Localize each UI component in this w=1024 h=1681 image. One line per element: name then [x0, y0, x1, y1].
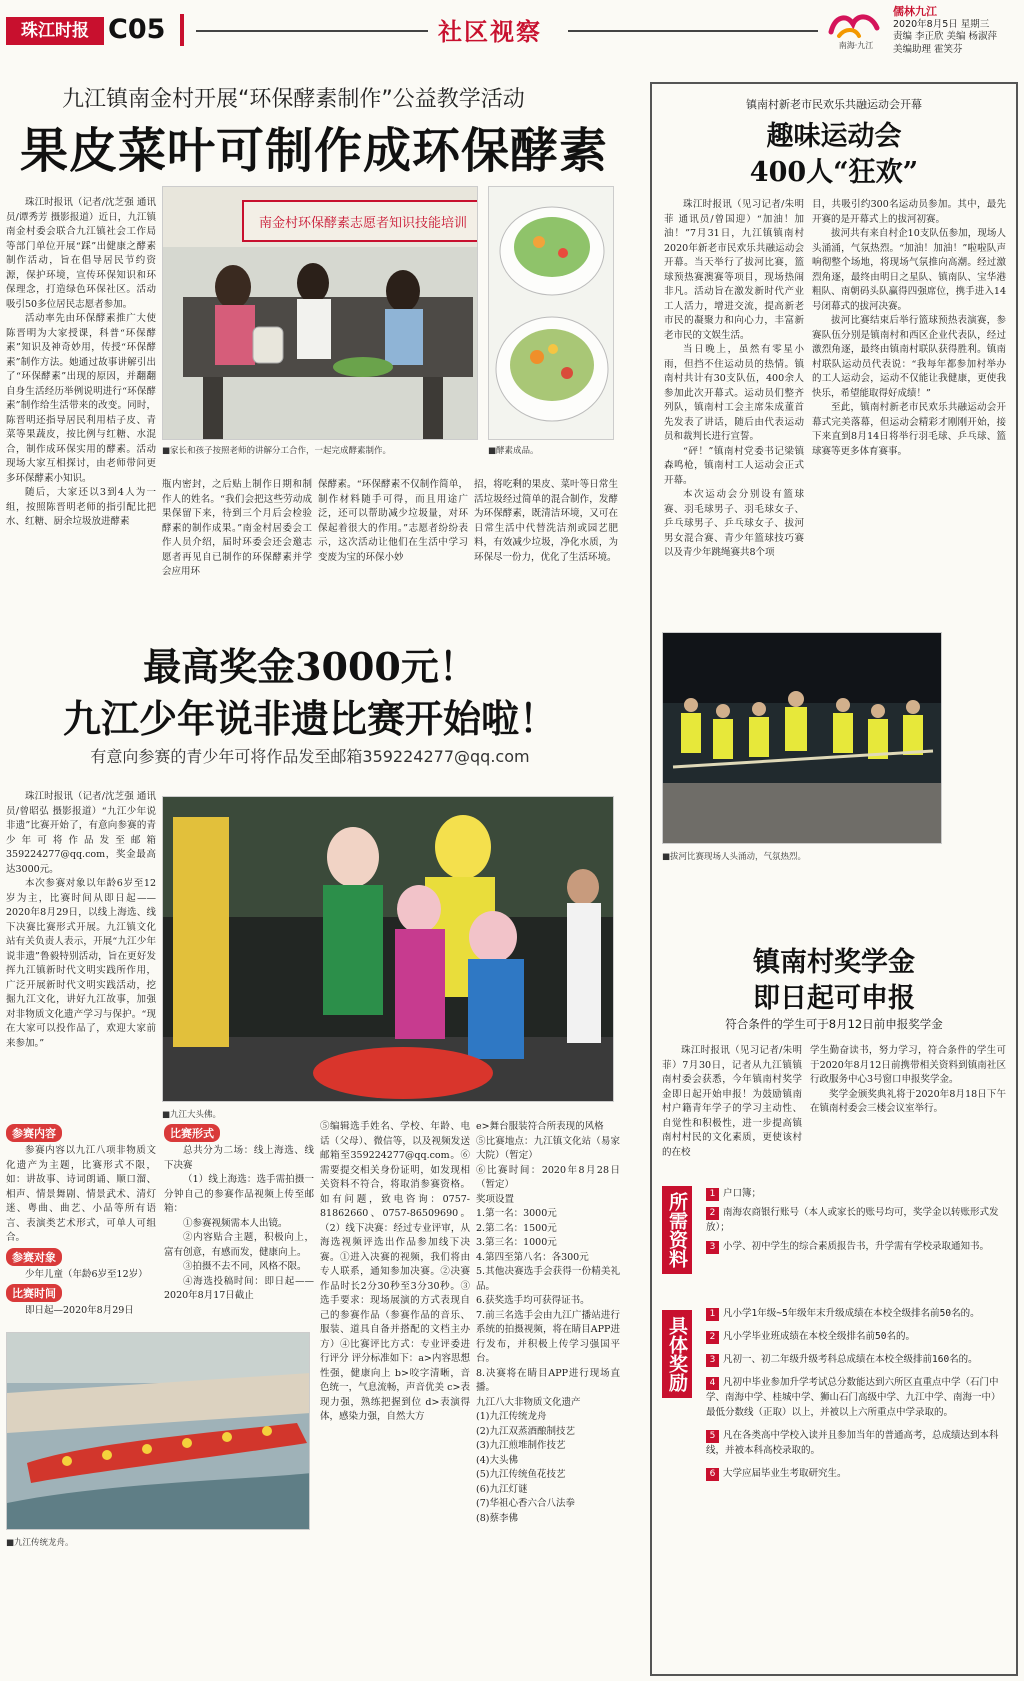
award-criterion [706, 1306, 1006, 1321]
form-intro: 总共分为二场：线上海选、线下决赛 [164, 1145, 314, 1171]
r2-col2 [810, 1044, 1006, 1117]
issue-date: 2020年8月5日 星期三 [893, 18, 990, 30]
photo-enzyme-class [162, 186, 478, 440]
contest-content [6, 1144, 156, 1246]
section-title: 社区视察 [438, 18, 542, 46]
contest-info-left [6, 1122, 156, 1319]
docs-item [706, 1205, 1006, 1235]
article2-p1: 珠江时报讯（记者/沈芝强 通讯员/曾昭弘 摄影报道）“九江少年说非遗”比赛开始了，有意向参赛的青少年可将作品发至邮箱359224277@qq.com，奖金最高达3000元。 [6, 791, 156, 875]
tag-docs-text: 所需资料 [666, 1192, 688, 1268]
paper-logo: 珠江时报 [6, 17, 104, 45]
r2-title1: 镇南村奖学金 [753, 947, 915, 978]
tag-time: 比赛时间 [6, 1284, 62, 1302]
award-criterion [706, 1375, 1006, 1420]
r2-p1: 珠江时报讯（见习记者/朱明菲）7月30日，记者从九江镇镇南村委会获悉，今年镇南村奖学金即日起开始申报！为鼓励镇南村户籍青年学子的学习主动性、自觉性和积极性，进一步提高镇南村村民的文化素质，更使该村的在校 [662, 1045, 802, 1158]
form-online-a: ①参赛视频需本人出镜。 [183, 1217, 288, 1229]
photo2-caption: ■酵素成品。 [488, 446, 539, 456]
r2-subtitle: 符合条件的学生可于8月12日前申报奖学金 [725, 1017, 943, 1031]
awards-title: 奖项设置 [476, 1193, 515, 1205]
form-online-d: ④海选投稿时间：即日起——2020年8月17日截止 [164, 1275, 314, 1301]
photo1-caption: ■家长和孩子按照老师的讲解分工合作，一起完成酵素制作。 [162, 446, 392, 456]
article2-subtitle: 有意向参赛的青少年可将作品发至邮箱359224277@qq.com [90, 747, 530, 766]
article1-p1: 珠江时报讯（记者/沈芝强 通讯员/谭秀芳 摄影报道）近日，九江镇南金村委会联合九江镇社会工作局等部门单位开展“踩”出健康之酵素制作活动，旨在倡导居民节约资源，保护环境，宣传环保知识和环保理念，打造绿色环保社区。活动吸引50多位居民志愿者参加。 [6, 197, 156, 310]
page-number: C05 [108, 14, 166, 45]
form-online-c: ③拍摄不去不同，风格不限。 [183, 1261, 307, 1272]
contest-time [6, 1304, 156, 1319]
article2-col1 [6, 790, 156, 1051]
award-num: 4 [706, 1377, 719, 1390]
r1-p5: 目，共吸引约300名运动员参加。其中，最先开赛的是开幕式上的拔河初赛。 [812, 199, 1006, 225]
slogan: 儒林九江 [893, 5, 937, 18]
award-item: 8.决赛将在睛目APP进行现场直播。 [476, 1367, 620, 1393]
r1-p4: 本次运动会分别设有篮球赛、羽毛球男子、羽毛球女子、乒乓球男子、乒乓球女子、拔河男女混合赛、青少年篮球技巧赛以及青少年跳绳赛共8个项 [664, 489, 804, 558]
award-num: 5 [706, 1430, 719, 1443]
photo-enzyme-jars [488, 186, 614, 440]
tag-awards [662, 1310, 692, 1398]
svg-text:南海·九江: 南海·九江 [838, 41, 874, 50]
article2-p2: 本次参赛对象以年龄6岁至12岁为主，比赛时间从即日起——2020年8月29日，以线上海选、线下决赛比赛形式开展。九江镇文化站有关负责人表示，开展“九江少年说非遗”鲁毅特别活动，旨在更好发挥九江镇新时代文明实践所作用，广泛开展新时代文明实践活动，挖掘九江文化，讲好九江故事，加强对非物质文化遗产学习与保护。“现在大家可以投作品了，欢迎大家前来参加。” [6, 878, 156, 1049]
tag-docs [662, 1186, 692, 1274]
contest-content-text: 参赛内容以九江八项非物质文化遗产为主题，比赛形式不限，如：讲故事、诗词朗诵、顺口溜、相声、情景舞剧、情景武术、清灯迷、粤曲、曲艺、小品等所有语言、表演类艺术形式，可单人可组合。 [6, 1145, 156, 1243]
article1-p3: 随后，大家还以3到4人为一组，按照陈晋明老师的指引配比把水、红糖、厨余垃圾放进酵素 [6, 487, 156, 527]
awards-list [706, 1306, 1006, 1481]
tag-form: 比赛形式 [164, 1124, 220, 1142]
header-rule-left [196, 30, 428, 32]
award-item: 7.前三名选手会由九江广播站进行系统的拍摄视频，将在睛目APP进行发布，并积极上传学习强国平台。 [476, 1309, 620, 1364]
docs-item [706, 1186, 1006, 1201]
r1-kicker: 镇南村新老市民欢乐共融运动会开幕 [746, 98, 922, 111]
award-criterion-text: 凡小学毕业班成绩在本校全级排名前50名的。 [723, 1331, 915, 1342]
r1-p1: 珠江时报讯（见习记者/朱明菲 通讯员/曾国迎）“加油！加油！”7月31日，九江镇镇南村2020年新老市民欢乐共融运动会开幕。当天举行了拔河比赛，篮球预热赛澳赛等项目，现场热闹非凡。活动旨在激发新时代产业工人活力，增进交流，提高新老市民的凝聚力和向心力，丰富新老市民的文娱生活。 [664, 199, 804, 341]
photo4-caption: ■九江传统龙舟。 [6, 1538, 74, 1548]
contest-rules-mid: ⑤编辑选手姓名、学校、年龄、电话（父母）、微信等，以及视频发送邮箱至359224277@qq.com。⑥需要提交相关身份证明，如发现相关资料不符合，将取消参赛资格。如有问题，致电咨询：0757-81862660、0757-86509690。（2）线下决赛：经过专业评审，从海选视频评选出作品参加线下决赛。①进入决赛的视频，我们将由专人联系，通知参加决赛。②决赛作品时长2分30秒至3分30秒。③选手要求：现场展演的方式表现自己的参赛作品（参赛作品的音乐、服装、道具自备并搭配的文档主办方）④比赛评比方式：专业评委进行评分 评分标准如下：a>内容思想性强，健康向上 b>咬字清晰，音色统一，气息流畅，声音优美 c>表现力强，熟练把握到位 d>表演得体，感染力强，自然大方 [320, 1121, 470, 1422]
ich-item: (7)华祖心香六合八法拳 [476, 1498, 575, 1509]
r1-p6: 拔河共有来自村企10支队伍参加，现场人头涌涌，气氛热烈。“加油！加油！”啦啦队声响彻整个场地，将现场气氛推向高潮。经过激烈角逐，最终由明日之星队、镇南队、宝华港粗队、南朝码头队赢得四强席位，携手进入14号闭幕式的拔河决赛。 [812, 228, 1006, 312]
award-item: 1.第一名：3000元 [476, 1208, 557, 1219]
r2-col1 [662, 1044, 802, 1160]
r2-title2: 即日起可申报 [753, 983, 915, 1014]
editors: 责编 李正欣 美编 杨淑萍 [893, 31, 998, 42]
ich-item: (3)九江煎堆制作技艺 [476, 1440, 566, 1451]
ich-item: (2)九江双蒸酒酿制技艺 [476, 1425, 575, 1437]
award-criterion [706, 1428, 1006, 1458]
ich-item: (6)九江灯谜 [476, 1483, 528, 1495]
form-online-b: ②内容贴合主题，积极向上，富有创意，有感而发，健康向上。 [164, 1232, 314, 1258]
editor-assistant: 美编助理 霍笑芬 [893, 43, 963, 55]
ich-title: 九江八大非物质文化遗产 [476, 1396, 581, 1408]
award-item: 3.第三名：1000元 [476, 1237, 557, 1248]
award-item: 2.第二名：1500元 [476, 1222, 557, 1234]
contest-target [6, 1268, 156, 1283]
article2-title1: 最高奖金3000元！ [143, 644, 477, 689]
r1-title2: 400人“狂欢” [749, 157, 919, 188]
award-item: 5.其他决赛选手会获得一份精美礼品。 [476, 1266, 620, 1292]
award-num: 2 [706, 1331, 719, 1344]
docs-num: 1 [706, 1188, 719, 1201]
rule-location: ⑤比赛地点：九江镇文化站（易家大院）（暂定） [476, 1135, 620, 1161]
contest-form-text [164, 1144, 314, 1304]
award-criterion-text: 大学应届毕业生考取研究生。 [723, 1468, 847, 1479]
tag-target: 参赛对象 [6, 1248, 62, 1266]
rule-date: ⑥比赛时间：2020年8月28日（暂定） [476, 1164, 620, 1190]
award-criterion [706, 1352, 1006, 1367]
r1-col1 [664, 198, 804, 561]
docs-item-text: 南海农商银行账号（本人或家长的账号均可，奖学金以转账形式发放）； [706, 1207, 999, 1233]
ich-item: (4)大头佛 [476, 1454, 518, 1466]
contest-target-text: 少年儿童（年龄6岁至12岁） [25, 1268, 148, 1280]
ich-item: (8)蔡李佛 [476, 1512, 518, 1524]
award-criterion [706, 1466, 1006, 1481]
form-online: （1）线上海选：选手需拍摄一分钟自己的参赛作品视频上传至邮箱： [164, 1174, 314, 1214]
award-criterion [706, 1329, 1006, 1344]
contest-time-text: 即日起—2020年8月29日 [25, 1305, 134, 1316]
award-num: 1 [706, 1308, 719, 1321]
award-num: 6 [706, 1468, 719, 1481]
article2-title2: 九江少年说非遗比赛开始啦！ [62, 696, 557, 741]
r2-p3: 奖学金颁奖典礼将于2020年8月18日下午在镇南村委会三楼会议室举行。 [810, 1088, 1006, 1114]
award-item: 4.第四至第八名：各300元 [476, 1251, 589, 1263]
photo-dragon-boat [6, 1332, 310, 1530]
docs-num: 3 [706, 1241, 719, 1254]
r1-photo-caption: ■拔河比赛现场人头涌动，气氛热烈。 [662, 852, 807, 862]
r1-p3: “砰！”镇南村党委书记梁镇森鸣枪，镇南村工人运动会正式开幕。 [664, 445, 804, 486]
r1-p7: 拔河比赛结束后举行篮球预热表演赛，参赛队伍分别是镇南村和西区企业代表队，经过激烈角逐，最终由镇南村联队获得胜利。镇南村联队运动员代表说：“我每年都参加村举办的工人运动会，运动不仅能让我健康，更使我快乐，希望能取得好成绩！” [812, 315, 1006, 399]
article1-kicker: 九江镇南金村开展“环保酵素制作”公益教学活动 [62, 87, 525, 112]
r1-p8: 至此，镇南村新老市民欢乐共融运动会开幕式完美落幕，但运动会精彩才刚刚开始，接下来直到8月14日将举行羽毛球、乒乓球、篮球赛等更多体育赛事。 [812, 402, 1006, 457]
article1-title: 果皮菜叶可制作成环保酵素 [20, 123, 609, 179]
article1-col3: 保酵素。“环保酵素不仅制作简单，制作材料随手可得，而且用途广泛，还可以帮助减少垃圾量，对环保起着很大的作用。”志愿者纷纷表示，这次活动让他们在生活中学习变废为宝的环保小妙 [318, 479, 468, 563]
award-criterion-text: 凡初一、初二年级升级考科总成绩在本校全级排前160名的。 [723, 1354, 978, 1365]
r1-p2: 当日晚上，虽然有零星小雨，但挡不住运动员的热情。镇南村共计有30支队伍，400余人参加此次开幕式。运动员们整齐列队，镇南村工会主席朱成董首先发表了讲话，随后由代表运动员和裁判长进行宣誓。 [664, 344, 804, 442]
masthead [0, 0, 1024, 58]
tag-content: 参赛内容 [6, 1124, 62, 1142]
article1-col2: 瓶内密封，之后贴上制作日期和制作人的姓名。“我们会把这些劳动成果保留下来，待到三个月后会检验酵素的制作成果。”南金村居委会工作人员介绍，届时环委会还会邀志愿者再见自已制作的环保酵素并学会应用环 [162, 479, 312, 577]
article1-col4: 招，将吃剩的果皮、菜叶等日常生活垃圾经过简单的混合制作，发酵为环保酵素，既清洁环境，又可在日常生活中代替洗洁剂或园艺肥料，有效减少垃圾，净化水质，为环保尽一份力，优化了生活环境。 [474, 479, 618, 563]
issue-meta [893, 6, 997, 56]
contest-form [164, 1122, 314, 1304]
article1-col1 [6, 196, 156, 530]
docs-item-text: 户口簿； [723, 1188, 762, 1199]
header-bar [180, 14, 184, 46]
photo3-caption: ■九江大头佛。 [162, 1110, 222, 1120]
award-criterion-text: 凡小学1年级~5年级年末升级成绩在本校全级排名前50名的。 [723, 1308, 980, 1319]
r2-p2: 学生勤奋读书，努力学习，符合条件的学生可于2020年8月12日前携带相关资料到镇南社区行政服务中心3号窗口申报奖学金。 [810, 1045, 1006, 1085]
photo-lion-dance [162, 796, 614, 1102]
r1-col2 [812, 198, 1006, 459]
header-rule-right [568, 30, 818, 32]
award-item: 6.获奖选手均可获得证书。 [476, 1295, 590, 1306]
article1-p2: 活动率先由环保酵素推广大使陈晋明为大家授课，科普“环保酵素”知识及神奇妙用，传授“环保酵素”制作方法。她通过故事讲解引出了“环保酵素”出现的原因，并翻翻自身生活经历举例说明进行“环保酵素”制作给生活带来的改变。同时，陈晋明还指导居民利用桔子皮、青菜等果蔬皮，按比例与红糖、水混合，制作成环保实用的酵素。活动现场大家互相探讨，由老师带问更多环保酵素小知识。 [6, 313, 156, 484]
brand-logo-icon [825, 10, 887, 50]
award-num: 3 [706, 1354, 719, 1367]
tag-awards-text: 具体奖励 [666, 1316, 688, 1392]
docs-list [706, 1186, 1006, 1254]
r1-title1: 趣味运动会 [766, 121, 902, 152]
docs-item-text: 小学、初中学生的综合素质报告书，升学需有学校录取通知书。 [723, 1241, 990, 1252]
contest-rules-right [476, 1120, 620, 1526]
svg-text:南金村环保酵素志愿者知识技能培训: 南金村环保酵素志愿者知识技能培训 [258, 216, 468, 231]
rule-e: e>舞台服装符合所表现的风格 [476, 1121, 604, 1132]
ich-item: (5)九江传统鱼花技艺 [476, 1469, 566, 1480]
award-criterion-text: 凡在各类高中学校入读并且参加当年的普通高考，总成绩达到本科线，并被本科高校录取的。 [706, 1430, 999, 1456]
ich-item: (1)九江传统龙舟 [476, 1411, 547, 1422]
photo-tug-of-war [662, 632, 942, 844]
docs-item [706, 1239, 1006, 1254]
award-criterion-text: 凡初中毕业参加升学考试总分数能达到六所区直重点中学（石门中学、南海中学、桂城中学、狮山石门高级中学、九江中学、南海一中）最低分数线（正取）以上，并被以上六所重点中学录取的。 [706, 1377, 1001, 1418]
docs-num: 2 [706, 1207, 719, 1220]
